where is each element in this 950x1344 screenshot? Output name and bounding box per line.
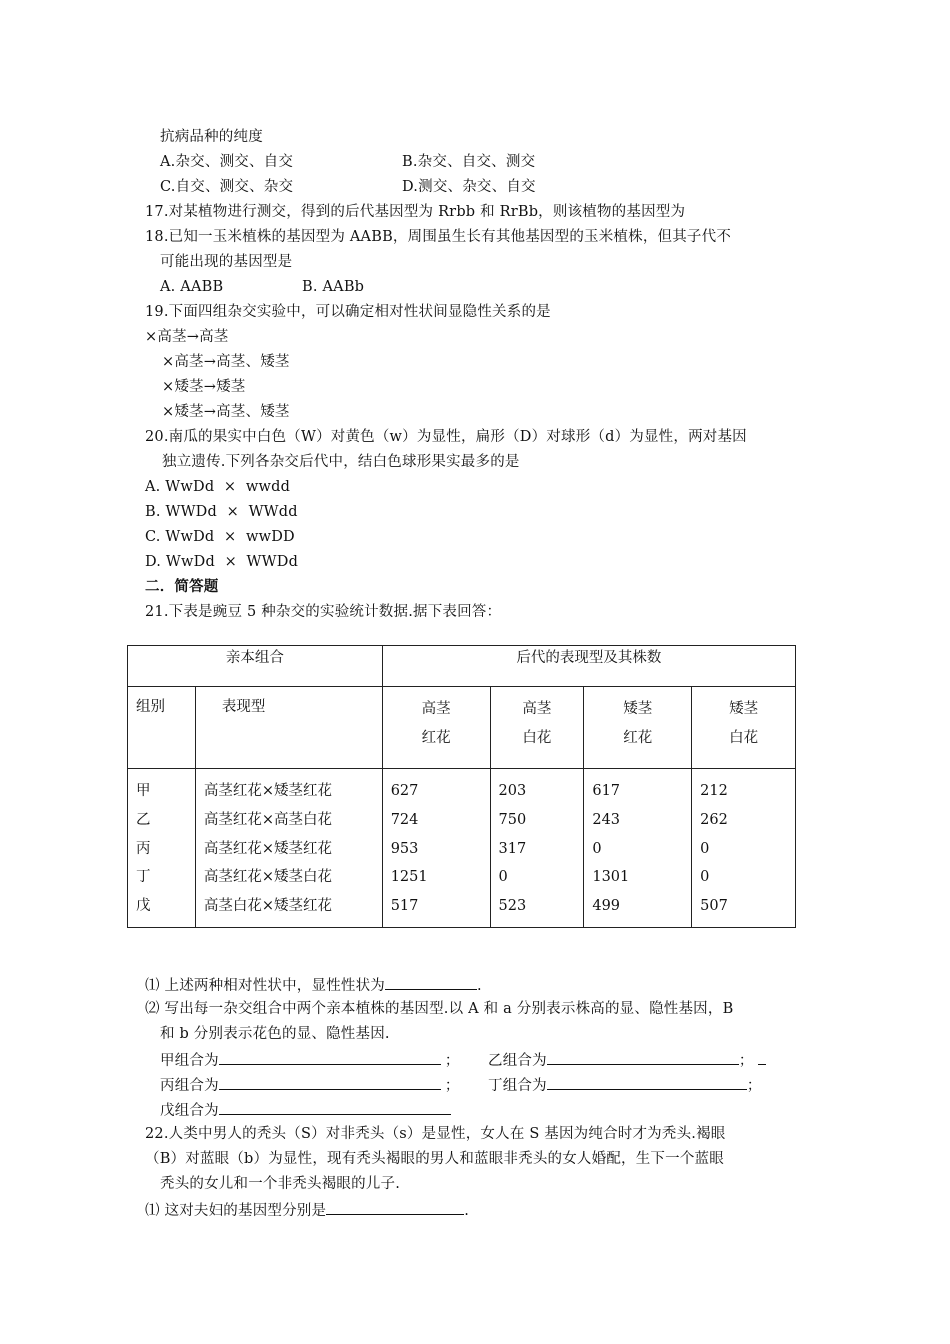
q18-option-b: B. AABb xyxy=(302,279,365,295)
question-20-line2: 独立遗传.下列各杂交后代中，结白色球形果实最多的是 xyxy=(162,454,520,470)
part-1-period: . xyxy=(477,978,482,994)
header-parent-combo: 亲本组合 xyxy=(128,646,383,687)
q19-option-d: ×矮茎→高茎、矮茎 xyxy=(162,404,290,420)
group-names: 甲 乙 丙 丁 戊 xyxy=(136,783,151,915)
jia-label: 甲组合为 xyxy=(160,1053,219,1069)
bing-label: 丙组合为 xyxy=(160,1078,219,1094)
jia-semicolon: ； xyxy=(444,1053,460,1069)
col3-values-cell xyxy=(584,769,692,928)
q16-tail: 抗病品种的纯度 xyxy=(160,129,263,145)
group-names-cell xyxy=(128,769,196,928)
col2-values: 203 750 317 0 523 xyxy=(498,783,527,915)
q16-option-b: B.杂交、自交、测交 xyxy=(402,154,536,170)
answer-blank-couple[interactable] xyxy=(326,1199,464,1215)
bing-line xyxy=(160,1074,460,1096)
col4-values-cell xyxy=(692,769,796,928)
q20-option-a: A. WwDd × wwdd xyxy=(145,479,291,495)
wu-label: 戊组合为 xyxy=(160,1103,219,1119)
q16-option-d: D.测交、杂交、自交 xyxy=(402,179,536,195)
col4-top: 矮茎 xyxy=(729,701,759,717)
question-19: 19.下面四组杂交实验中，可以确定相对性状间显隐性关系的是 xyxy=(145,304,551,320)
col3-values: 617 243 0 1301 499 xyxy=(592,783,630,915)
ding-semicolon: ； xyxy=(746,1078,762,1094)
q20-option-b: B. WWDd × WWdd xyxy=(145,504,298,520)
part-1-line xyxy=(145,974,482,996)
q20-option-d: D. WwDd × WWDd xyxy=(145,554,299,570)
ding-line xyxy=(488,1074,762,1096)
yi-line xyxy=(488,1049,766,1071)
col3-top: 矮茎 xyxy=(623,701,653,717)
col4-bottom: 白花 xyxy=(729,730,759,746)
question-22-line2: （B）对蓝眼（b）为显性，现有秃头褐眼的男人和蓝眼非秃头的女人婚配，生下一个蓝眼 xyxy=(145,1151,724,1167)
cross-data-table xyxy=(127,645,796,928)
header-col2 xyxy=(490,687,584,769)
parent-phenotypes: 高茎红花×矮茎红花 高茎红花×高茎白花 高茎红花×矮茎红花 高茎红花×矮茎白花 高茎白花×矮茎红花 xyxy=(203,783,333,915)
header-col3 xyxy=(584,687,692,769)
q22-part-1-text: ⑴ 这对夫妇的基因型分别是 xyxy=(145,1203,327,1219)
col1-values-cell xyxy=(382,769,490,928)
question-22-line1: 22.人类中男人的秃头（S）对非秃头（s）是显性，女人在 S 基因为纯合时才为秃头.褐眼 xyxy=(145,1126,726,1142)
question-22-line3: 秃头的女儿和一个非秃头褐眼的儿子. xyxy=(160,1176,401,1192)
header-group-cell xyxy=(128,687,196,769)
bing-semicolon: ； xyxy=(444,1078,460,1094)
answer-blank-yi[interactable] xyxy=(547,1049,739,1065)
part-1-text: ⑴ 上述两种相对性状中，显性性状为 xyxy=(145,978,386,994)
question-20-line1: 20.南瓜的果实中白色（W）对黄色（w）为显性，扁形（D）对球形（d）为显性，两对基因 xyxy=(145,429,747,445)
col3-bottom: 红花 xyxy=(623,730,653,746)
header-offspring: 后代的表现型及其株数 xyxy=(382,646,795,687)
question-21: 21.下表是豌豆 5 种杂交的实验统计数据.据下表回答： xyxy=(145,604,502,620)
answer-blank-jia[interactable] xyxy=(219,1049,441,1065)
q19-option-c: ×矮茎→矮茎 xyxy=(162,379,246,395)
q16-option-c: C.自交、测交、杂交 xyxy=(160,179,294,195)
jia-line xyxy=(160,1049,460,1071)
col1-bottom: 红花 xyxy=(421,730,451,746)
yi-label: 乙组合为 xyxy=(488,1053,547,1069)
col2-top: 高茎 xyxy=(522,701,552,717)
phenotypes-cell xyxy=(195,769,382,928)
header-group: 组别 xyxy=(136,699,165,715)
header-col1 xyxy=(382,687,490,769)
q18-option-a: A. AABB xyxy=(160,279,224,295)
section-heading: 二．简答题 xyxy=(145,578,219,595)
col4-values: 212 262 0 0 507 xyxy=(700,783,728,915)
answer-blank-wu[interactable] xyxy=(219,1099,451,1115)
header-phenotype-cell xyxy=(195,687,382,769)
question-18-line1: 18.已知一玉米植株的基因型为 AABB，周围虽生长有其他基因型的玉米植株，但其子代不 xyxy=(145,229,732,245)
answer-blank-extra[interactable] xyxy=(758,1049,766,1065)
header-phenotype: 表现型 xyxy=(221,699,266,715)
q19-option-a: ×高茎→高茎 xyxy=(145,329,229,345)
q20-option-c: C. WwDd × wwDD xyxy=(145,529,295,545)
col2-bottom: 白花 xyxy=(522,730,552,746)
q22-part-1-line xyxy=(145,1199,469,1221)
q19-option-b: ×高茎→高茎、矮茎 xyxy=(162,354,290,370)
question-18-line2: 可能出现的基因型是 xyxy=(160,254,293,270)
col2-values-cell xyxy=(490,769,584,928)
col1-top: 高茎 xyxy=(421,701,451,717)
q16-option-a: A.杂交、测交、自交 xyxy=(160,154,294,170)
col1-values: 627 724 953 1251 517 xyxy=(390,783,428,915)
yi-semicolon: ； xyxy=(738,1053,754,1069)
answer-blank-ding[interactable] xyxy=(547,1074,747,1090)
q22-part-1-period: . xyxy=(464,1203,470,1219)
answer-blank-dominant[interactable] xyxy=(385,974,477,990)
ding-label: 丁组合为 xyxy=(488,1078,547,1094)
question-17: 17.对某植物进行测交，得到的后代基因型为 Rrbb 和 RrBb，则该植物的基因型为 xyxy=(145,204,686,220)
answer-blank-bing[interactable] xyxy=(219,1074,441,1090)
wu-line xyxy=(160,1099,451,1121)
header-col4 xyxy=(692,687,796,769)
part-2-line1: ⑵ 写出每一杂交组合中两个亲本植株的基因型.以 A 和 a 分别表示株高的显、隐性基因，B xyxy=(145,1001,734,1017)
part-2-line2: 和 b 分别表示花色的显、隐性基因. xyxy=(160,1026,390,1042)
